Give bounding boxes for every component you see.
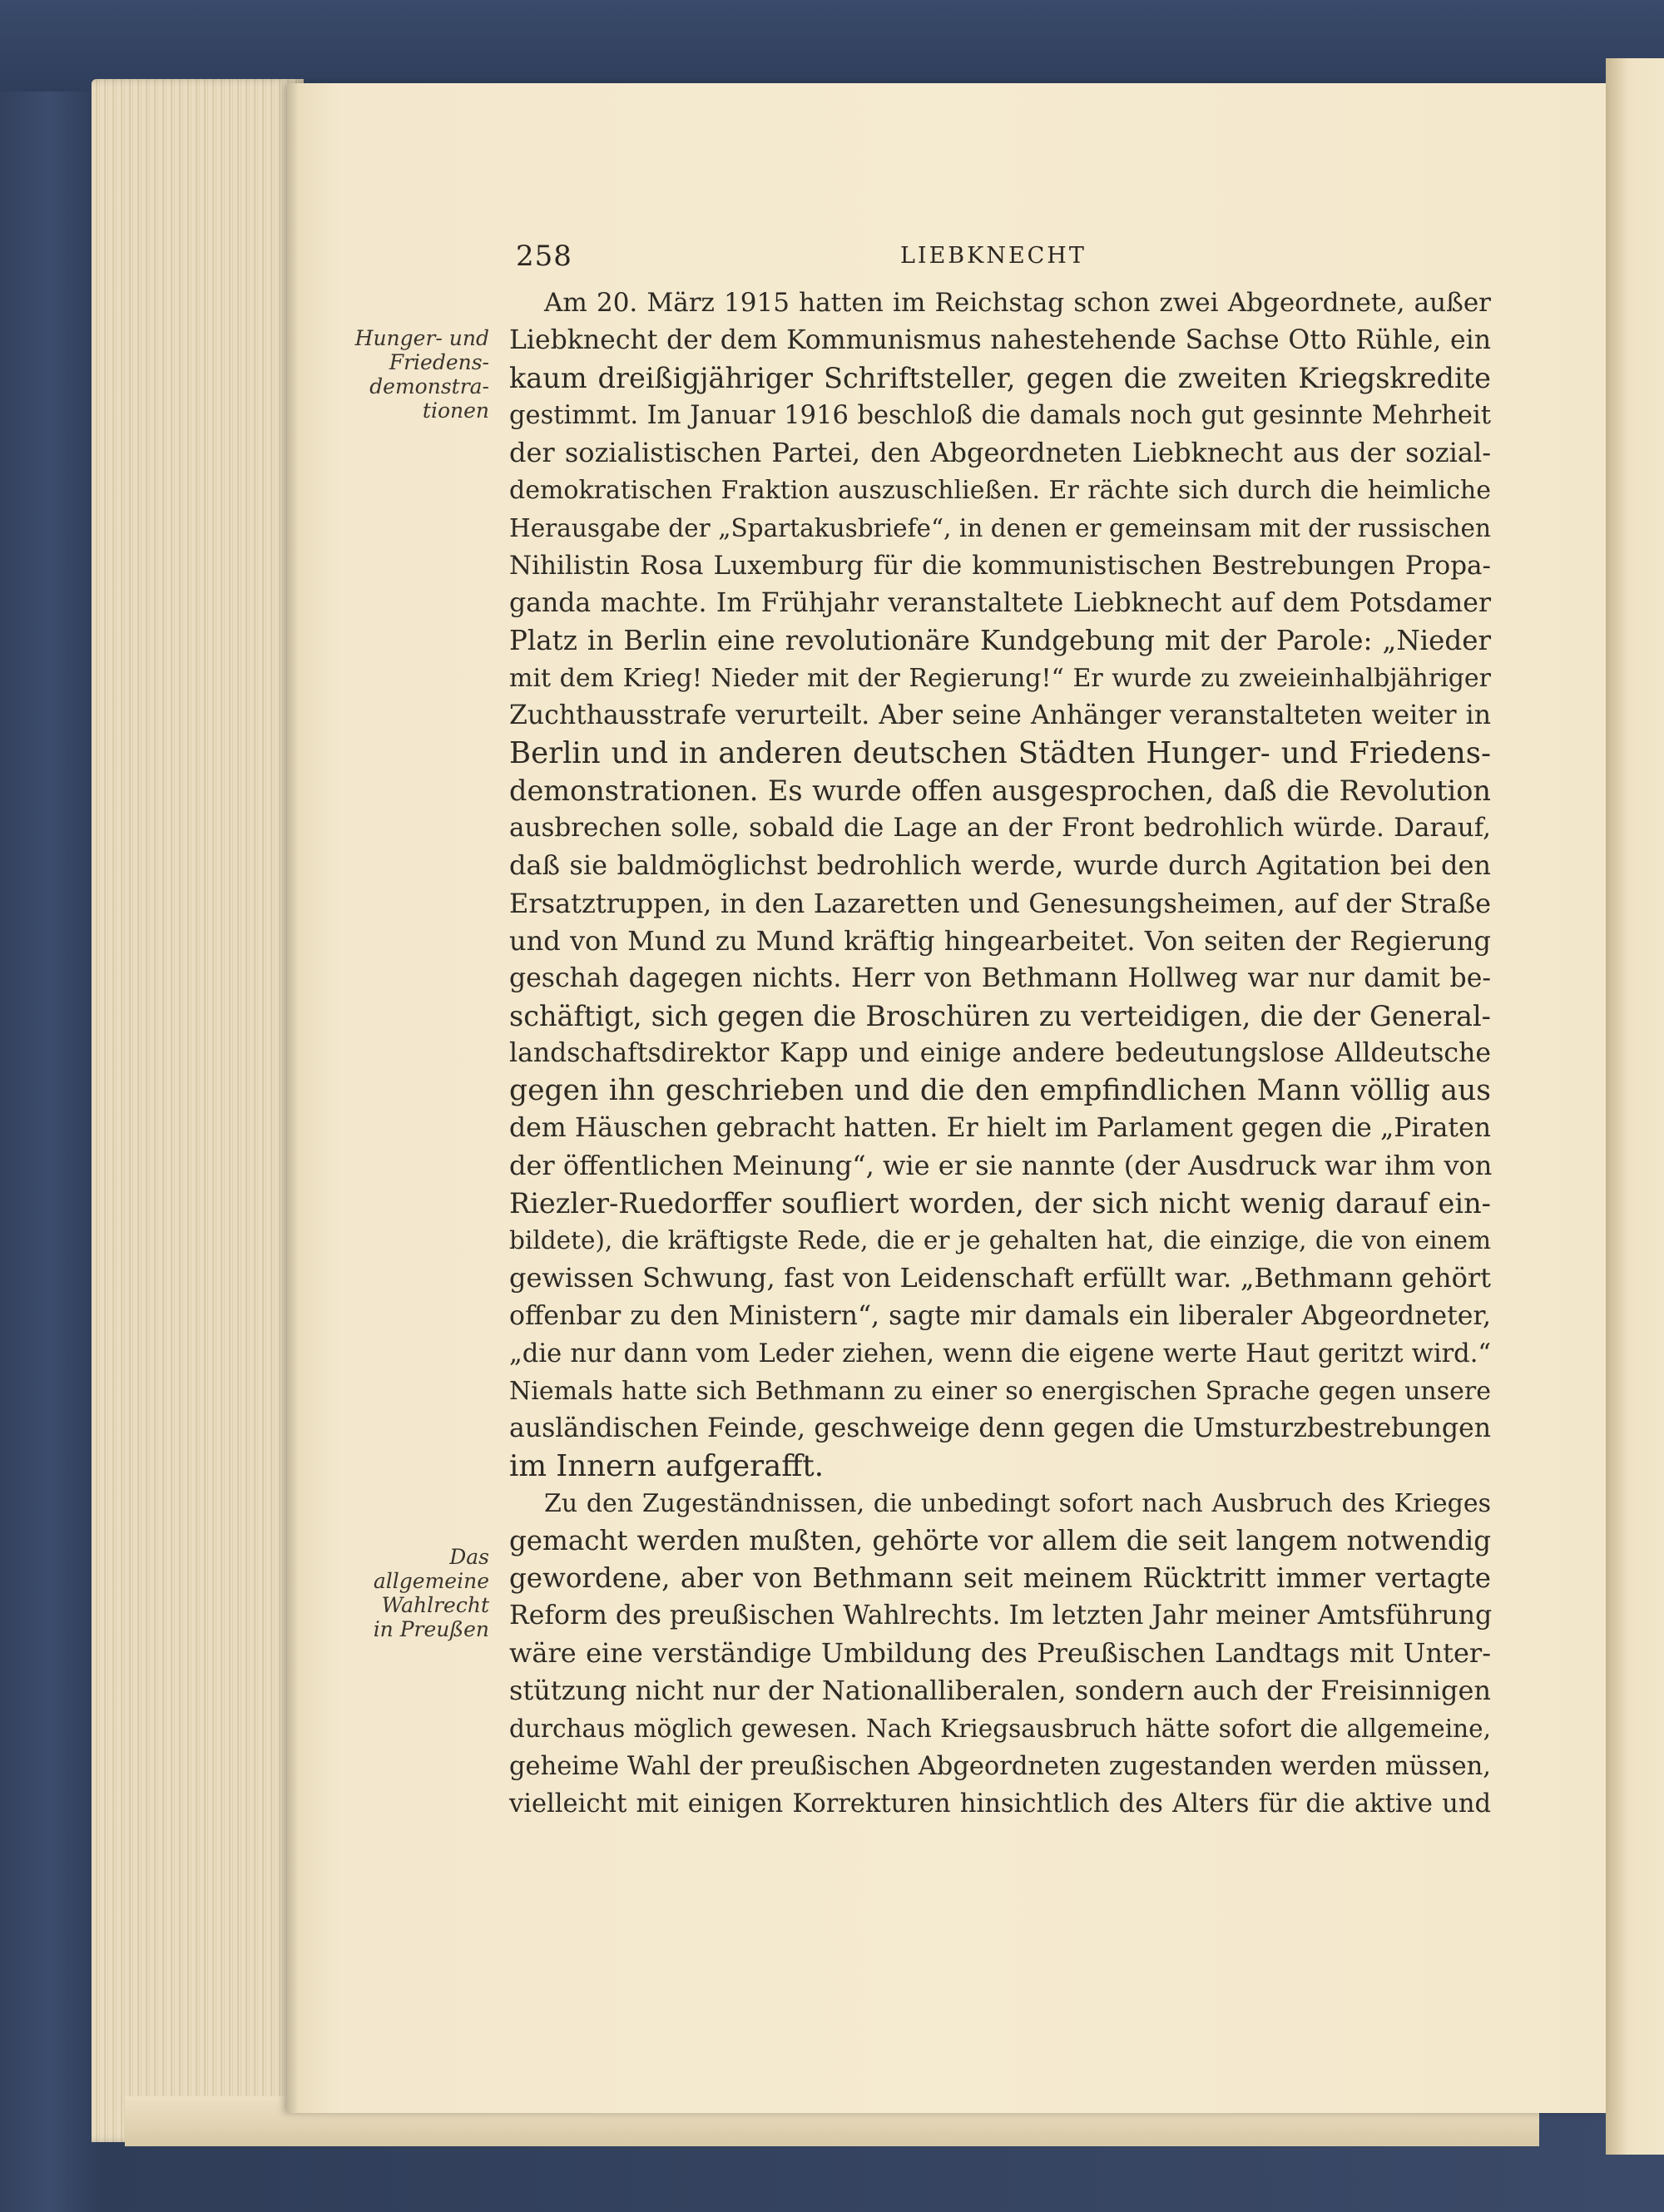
text-line: gewordene, aber von Bethmann seit meinem Rücktritt immer vertagte — [509, 1562, 1491, 1595]
gutter-shadow — [287, 83, 299, 2113]
body-text — [509, 285, 1491, 1823]
text-line: gegen ihn geschrieben und die den empfindlichen Mann völlig aus — [509, 1073, 1491, 1107]
text-line: stützung nicht nur der Nationalliberalen, sondern auch der Freisinnigen — [509, 1675, 1491, 1707]
margin-note-wahlrecht — [323, 1545, 489, 1641]
adjacent-page — [1606, 58, 1664, 2155]
text-line: bildete), die kräftigste Rede, die er je gehalten hat, die einzige, die von einem — [509, 1226, 1491, 1255]
text-line: daß sie baldmöglichst bedrohlich werde, wurde durch Agitation bei den — [509, 849, 1491, 882]
text-line: ganda machte. Im Frühjahr veranstaltete Liebknecht auf dem Potsdamer — [509, 587, 1491, 618]
text-line: Liebknecht der dem Kommunismus nahestehende Sachse Otto Rühle, ein — [509, 325, 1491, 356]
text-line: Nihilistin Rosa Luxemburg für die kommunistischen Bestrebungen Propa- — [509, 550, 1491, 581]
text-line: gewissen Schwung, fast von Leidenschaft erfüllt war. „Bethmann gehört — [509, 1262, 1491, 1294]
text-line: Reform des preußischen Wahlrechts. Im letzten Jahr meiner Amtsführung — [509, 1601, 1493, 1631]
text-line: landschaftsdirektor Kapp und einige andere bedeutungslose Alldeutsche — [509, 1037, 1491, 1068]
text-line: der sozialistischen Partei, den Abgeordneten Liebknecht aus der sozial- — [509, 437, 1491, 469]
margin-note-line: allgemeine — [373, 1569, 489, 1593]
margin-note-line: tionen — [422, 398, 489, 423]
text-line: „die nur dann vom Leder ziehen, wenn die eigene werte Haut geritzt wird.“ — [509, 1339, 1491, 1368]
text-line: Ersatztruppen, in den Lazaretten und Genesungsheimen, auf der Straße — [509, 887, 1491, 919]
running-head: LIEBKNECHT — [900, 243, 1087, 269]
text-line: Platz in Berlin eine revolutionäre Kundgebung mit der Parole: „Nieder — [509, 624, 1491, 656]
text-line: Am 20. März 1915 hatten im Reichstag schon zwei Abgeordnete, außer — [544, 288, 1491, 318]
text-line: dem Häuschen gebracht hatten. Er hielt im Parlament gegen die „Piraten — [509, 1113, 1491, 1144]
text-line: geheime Wahl der preußischen Abgeordneten zugestanden werden müssen, — [509, 1751, 1491, 1781]
page-edges — [92, 79, 304, 2142]
text-line: Niemals hatte sich Bethmann zu einer so energischen Sprache gegen unsere — [509, 1376, 1491, 1406]
text-line: offenbar zu den Ministern“, sagte mir damals ein liberaler Abgeordneter, — [509, 1300, 1491, 1331]
page-number: 258 — [516, 240, 572, 273]
text-line: demonstrationen. Es wurde offen ausgesprochen, daß die Revolution — [509, 774, 1491, 808]
text-line: demokratischen Fraktion auszuschließen. Er rächte sich durch die heimliche — [509, 476, 1491, 506]
text-line: Berlin und in anderen deutschen Städten Hunger- und Friedens- — [509, 736, 1491, 771]
book-cover-top — [0, 0, 1664, 92]
margin-note-line: Friedens- — [389, 350, 489, 374]
text-line: ausbrechen solle, sobald die Lage an der Front bedrohlich würde. Darauf, — [509, 813, 1491, 844]
text-line: kaum dreißigjähriger Schriftsteller, gegen die zweiten Kriegskredite — [509, 362, 1491, 395]
text-line: vielleicht mit einigen Korrekturen hinsichtlich des Alters für die aktive und — [509, 1789, 1491, 1819]
text-line: und von Mund zu Mund kräftig hingearbeitet. Von seiten der Regierung — [509, 924, 1491, 957]
text-line: gestimmt. Im Januar 1916 beschloß die damals noch gut gesinnte Mehrheit — [509, 401, 1491, 431]
margin-note-line: demonstra- — [369, 374, 489, 398]
margin-note-line: Das — [449, 1545, 489, 1569]
text-line: geschah dagegen nichts. Herr von Bethmann Hollweg war nur damit be- — [509, 962, 1491, 993]
text-line: durchaus möglich gewesen. Nach Kriegsausbruch hätte sofort die allgemeine, — [509, 1714, 1491, 1743]
text-line: ausländischen Feinde, geschweige denn gegen die Umsturzbestrebungen — [509, 1413, 1491, 1443]
text-line: mit dem Krieg! Nieder mit der Regierung!“ Er wurde zu zweieinhalbjähriger — [509, 663, 1491, 693]
text-line: Riezler-Ruedorffer soufliert worden, der sich nicht wenig darauf ein- — [509, 1187, 1491, 1220]
text-line: Zu den Zugeständnissen, die unbedingt sofort nach Ausbruch des Krieges — [544, 1489, 1491, 1518]
margin-note-line: in Preußen — [373, 1617, 489, 1641]
text-line: schäftigt, sich gegen die Broschüren zu verteidigen, die der General- — [509, 999, 1491, 1032]
page-header — [0, 240, 1498, 281]
text-line: Zuchthausstrafe verurteilt. Aber seine Anhänger veranstalteten weiter in — [509, 700, 1491, 731]
margin-note-line: Wahlrecht — [381, 1593, 489, 1617]
margin-note-line: Hunger- und — [354, 326, 489, 350]
text-line: im Innern aufgerafft. — [509, 1448, 824, 1483]
text-line: wäre eine verständige Umbildung des Preußischen Landtags mit Unter- — [509, 1637, 1491, 1670]
margin-note-hunger — [323, 326, 489, 423]
text-line: gemacht werden mußten, gehörte vor allem die seit langem notwendig — [509, 1525, 1491, 1557]
text-line: Herausgabe der „Spartakusbriefe“, in denen er gemeinsam mit der russischen — [509, 513, 1491, 542]
text-line: der öffentlichen Meinung“, wie er sie nannte (der Ausdruck war ihm von — [509, 1150, 1493, 1182]
